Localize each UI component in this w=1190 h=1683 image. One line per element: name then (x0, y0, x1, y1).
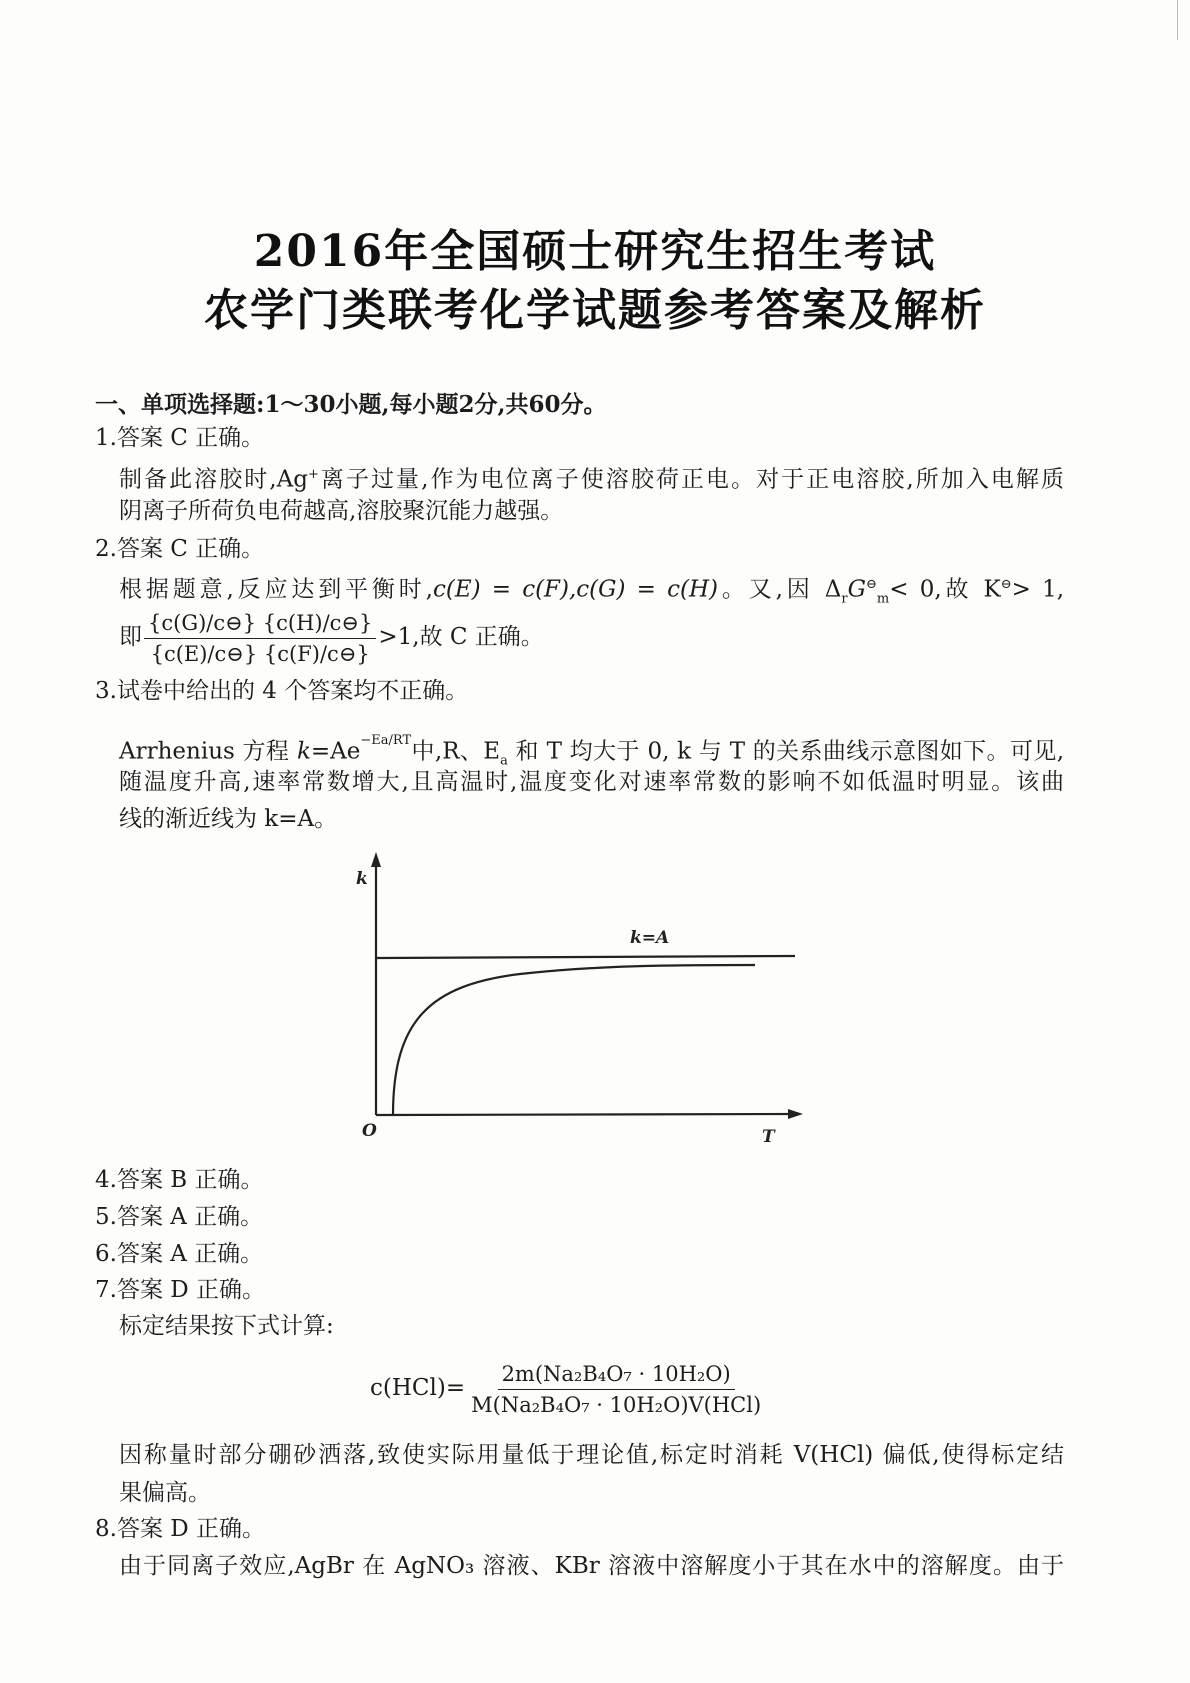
q8-body-line1: 由于同离子效应,AgBr 在 AgNO₃ 溶液、KBr 溶液中溶解度小于其在水中的溶解度。由于 (119, 1553, 1064, 1579)
y-axis-label: k (356, 869, 368, 889)
origin-label: O (362, 1121, 377, 1141)
q5-answer: 5.答案 A 正确。 (95, 1204, 264, 1230)
q8-answer: 8.答案 D 正确。 (95, 1516, 266, 1542)
section-heading: 一、单项选择题:1～30小题,每小题2分,共60分。 (95, 391, 607, 418)
q3-body-line2: 随温度升高,速率常数增大,且高温时,温度变化对速率常数的影响不如低温时明显。该曲 (119, 769, 1064, 795)
q3-answer: 3.试卷中给出的 4 个答案均不正确。 (95, 678, 469, 704)
q3-body-line1: Arrhenius 方程 $k=Ae^{-Ea/RT}$中,R、$E_a$ 和 T 均大于 0, k 与 T 的关系曲线示意图如下。可见, (119, 733, 1065, 769)
q2-body-line2: 即 $\frac{\{c(G)/c⊖\} \{c(H)/c⊖\}}{\{c(E)/c⊖\} \{c(F)/c⊖\}}$ >1,故 C 正确。 (119, 610, 544, 666)
q4-answer: 4.答案 B 正确。 (95, 1167, 264, 1193)
asymptote-line (377, 956, 795, 958)
x-axis (376, 1114, 795, 1115)
equilibrium-fraction: $\frac{\{c(G)/c⊖\} \{c(H)/c⊖\}}{\{c(E)/c⊖\} \{c(F)/c⊖\}}$ (144, 610, 376, 667)
page-title-line2: 农学门类联考化学试题参考答案及解析 (204, 285, 986, 336)
q7-body-line1: 标定结果按下式计算: (119, 1313, 334, 1339)
asymptote-label: k=A (630, 928, 670, 948)
y-axis-arrow (371, 852, 381, 867)
q2-answer: 2.答案 C 正确。 (95, 536, 265, 562)
x-axis-label: T (762, 1127, 775, 1147)
page-title-line1: 2016年全国硕士研究生招生考试 (253, 226, 937, 277)
q2-body-line1: 根据题意,反应达到平衡时,c(E) = c(F),c(G) = c(H)。又,因 $\Delta_rG^⊖_m< 0$,故 K⊖> 1, (119, 576, 1065, 607)
q7-body-line3: 果偏高。 (119, 1480, 211, 1506)
x-axis-arrow (788, 1109, 803, 1119)
q6-answer: 6.答案 A 正确。 (95, 1241, 264, 1267)
q7-answer: 7.答案 D 正确。 (95, 1277, 266, 1303)
q1-body-line1: 制备此溶胶时,Ag+离子过量,作为电位离子使溶胶荷正电。对于正电溶胶,所加入电解质 (119, 466, 1064, 493)
k-vs-T-curve (393, 965, 755, 1115)
hcl-formula: c(HCl)= $\frac{\text{2m(Na₂B₄O₇ · 10H₂O)}}{\text{M(Na₂B₄O₇ · 10H₂O)V(HCl)}}$ (370, 1361, 762, 1417)
q3-body-line3: 线的渐近线为 k=A。 (119, 806, 338, 832)
q7-body-line2: 因称量时部分硼砂洒落,致使实际用量低于理论值,标定时消耗 V(HCl) 偏低,使得标定结 (119, 1442, 1064, 1468)
q1-body-line2: 阴离子所荷负电荷越高,溶胶聚沉能力越强。 (119, 498, 564, 524)
q1-answer: 1.答案 C 正确。 (95, 425, 265, 451)
